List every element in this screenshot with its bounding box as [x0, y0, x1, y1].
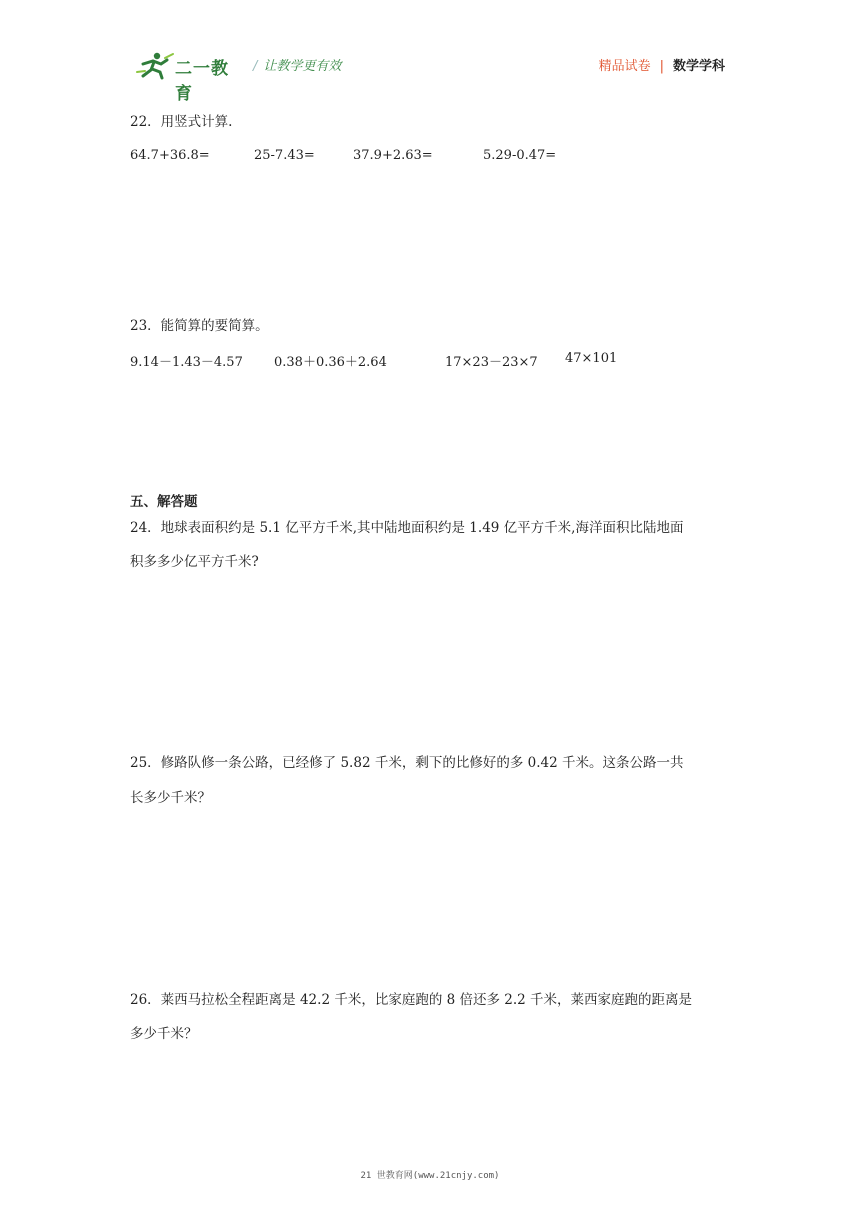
- logo-text: 二一教育: [175, 59, 229, 104]
- question-26-line-1: 26．莱西马拉松全程距离是 42.2 千米，比家庭跑的 8 倍还多 2.2 千米，莱西家庭跑的距离是: [130, 992, 693, 1008]
- q23-expr-2: 0.38＋0.36＋2.64: [274, 355, 387, 370]
- q22-expr-1: 64.7+36.8=: [130, 148, 210, 163]
- slogan: / 让教学更有效: [253, 59, 342, 74]
- question-25-line-2: 长多少千米？: [130, 790, 211, 806]
- page-footer: 21 世教育网(www.21cnjy.com): [360, 1171, 500, 1181]
- tag-subject: 数学学科: [672, 59, 725, 74]
- slogan-text: 让教学更有效: [263, 59, 342, 74]
- page-header: [135, 50, 725, 104]
- question-26-line-2: 多少千米？: [130, 1026, 198, 1042]
- q22-expr-2: 25-7.43=: [254, 148, 315, 163]
- q22-expr-3: 37.9+2.63=: [353, 148, 433, 163]
- logo: [135, 50, 245, 104]
- q23-expr-4: 47×101: [565, 351, 618, 366]
- q23-expr-3: 17×23－23×7: [445, 355, 538, 370]
- header-tags: 精品试卷 | 数学学科: [598, 59, 725, 74]
- q22-expr-4: 5.29-0.47=: [483, 148, 557, 163]
- runner-logo-icon: [135, 50, 175, 80]
- tag-premium: 精品试卷: [598, 59, 651, 74]
- question-24-line-1: 24．地球表面积约是 5.1 亿平方千米,其中陆地面积约是 1.49 亿平方千米,海洋面积比陆地面: [130, 520, 684, 536]
- section-heading: 五、解答题: [130, 494, 198, 510]
- question-22-title: 22．用竖式计算.: [130, 114, 233, 130]
- question-23-title: 23．能简算的要简算。: [130, 318, 269, 334]
- question-25-line-1: 25．修路队修一条公路，已经修了 5.82 千米，剩下的比修好的多 0.42 千米。这条公路一共: [130, 755, 684, 771]
- question-24-line-2: 积多多少亿平方千米?: [130, 554, 259, 570]
- q23-expr-1: 9.14－1.43－4.57: [130, 355, 243, 370]
